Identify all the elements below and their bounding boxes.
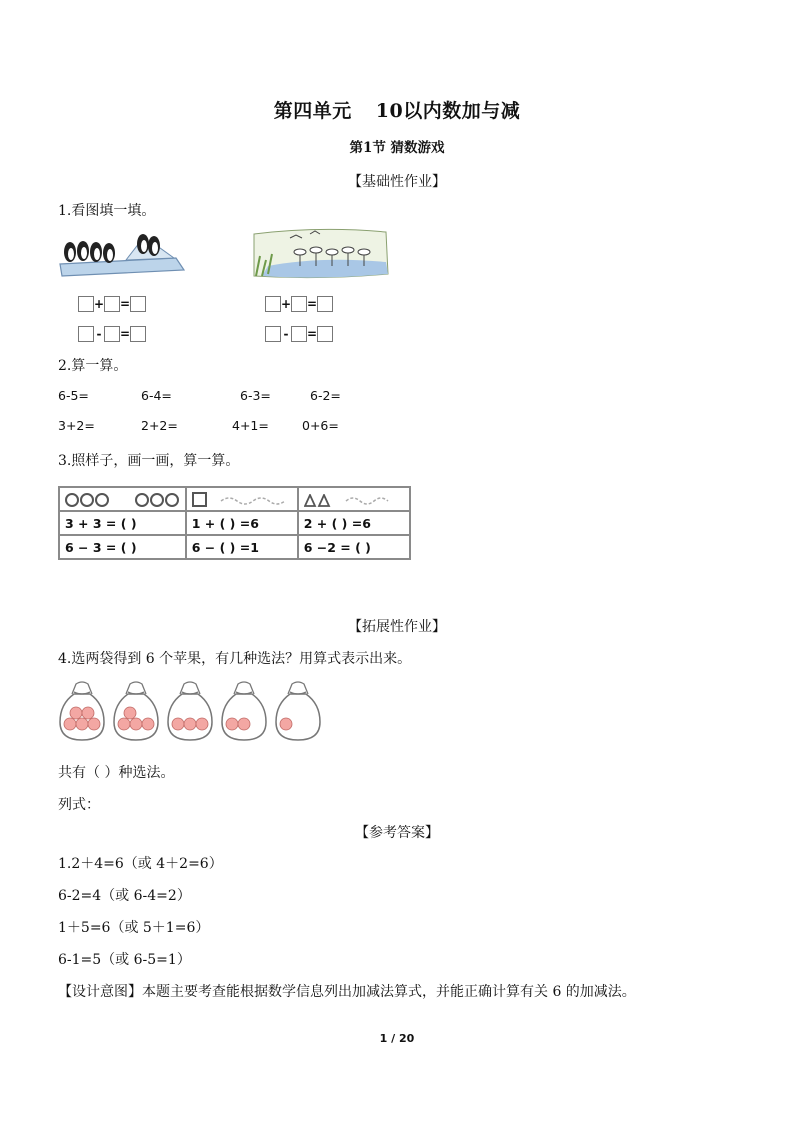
answer-box[interactable] bbox=[265, 296, 281, 312]
answer-line: 1.2＋4=6（或 4＋2=6） bbox=[58, 856, 223, 872]
apple-bag bbox=[60, 682, 104, 740]
answer-line: 6-1=5（或 6-5=1） bbox=[58, 952, 191, 968]
table-cell[interactable]: 1 + ( ) =6 bbox=[186, 511, 298, 535]
apple-icon bbox=[130, 718, 142, 730]
table-cell[interactable]: 2 + ( ) =6 bbox=[298, 511, 410, 535]
q3-prompt: 3.照样子，画一画，算一算。 bbox=[58, 453, 240, 469]
apple-icon bbox=[64, 718, 76, 730]
section-extended: 【拓展性作业】 bbox=[348, 619, 446, 635]
calc-item: 3+2= bbox=[58, 418, 95, 433]
unit-label: 第四单元 bbox=[273, 100, 352, 122]
apple-icon bbox=[238, 718, 250, 730]
apple-bag bbox=[168, 682, 212, 740]
apple-icon bbox=[76, 718, 88, 730]
calc-item: 2+2= bbox=[141, 418, 178, 433]
circle-icon bbox=[65, 493, 79, 507]
apple-icon bbox=[82, 707, 94, 719]
faded-drawing-marks bbox=[219, 495, 289, 505]
circle-icon bbox=[95, 493, 109, 507]
square-icon bbox=[192, 492, 207, 507]
answer-line: 1＋5=6（或 5＋1=6） bbox=[58, 920, 210, 936]
answer-box[interactable] bbox=[291, 326, 307, 342]
practice-table bbox=[58, 486, 411, 560]
ice-floe bbox=[60, 258, 184, 276]
apple-bag bbox=[114, 682, 158, 740]
table-cell-example-triangles bbox=[298, 487, 410, 511]
answer-box[interactable] bbox=[317, 296, 333, 312]
triangle-icon bbox=[304, 494, 332, 507]
apple-icon bbox=[88, 718, 100, 730]
answer-box[interactable] bbox=[104, 296, 120, 312]
apple-icon bbox=[184, 718, 196, 730]
calc-item: 0+6= bbox=[302, 418, 339, 433]
unit-title: 10以内数加与减 bbox=[375, 100, 521, 122]
q4-prompt: 4.选两袋得到 6 个苹果，有几种选法？用算式表示出来。 bbox=[58, 651, 412, 667]
apple-bags-picture bbox=[56, 680, 328, 744]
lesson-title: 第1节 猜数游戏 bbox=[349, 140, 445, 156]
table-row bbox=[59, 511, 410, 535]
answer-box[interactable] bbox=[265, 326, 281, 342]
q4-answer-count: 共有（ ）种选法。 bbox=[58, 765, 175, 781]
answer-box[interactable] bbox=[78, 296, 94, 312]
table-cell-example-square bbox=[186, 487, 298, 511]
table-row bbox=[59, 487, 410, 511]
faded-drawing-marks bbox=[344, 495, 400, 505]
table-cell-example-circles bbox=[59, 487, 186, 511]
answer-box[interactable] bbox=[104, 326, 120, 342]
table-cell[interactable]: 6 − ( ) =1 bbox=[186, 535, 298, 559]
apple-icon bbox=[70, 707, 82, 719]
apple-bag bbox=[276, 682, 320, 740]
calc-item: 6-4= bbox=[141, 388, 172, 403]
section-answers: 【参考答案】 bbox=[355, 825, 439, 841]
calc-item: 6-3= bbox=[240, 388, 271, 403]
q1-right-addition: + = bbox=[265, 293, 333, 312]
page-number: 1 / 20 bbox=[379, 1032, 415, 1045]
q1-left-addition: + = bbox=[78, 293, 146, 312]
penguins-picture bbox=[56, 228, 188, 278]
answer-box[interactable] bbox=[130, 326, 146, 342]
answer-line: 6-2=4（或 6-4=2） bbox=[58, 888, 191, 904]
apple-icon bbox=[118, 718, 130, 730]
circle-icon bbox=[150, 493, 164, 507]
calc-item: 6-2= bbox=[310, 388, 341, 403]
calc-item: 4+1= bbox=[232, 418, 269, 433]
apple-icon bbox=[280, 718, 292, 730]
circle-icon bbox=[165, 493, 179, 507]
circle-icon bbox=[80, 493, 94, 507]
answer-box[interactable] bbox=[130, 296, 146, 312]
apple-icon bbox=[172, 718, 184, 730]
q1-prompt: 1.看图填一填。 bbox=[58, 203, 156, 219]
page-title bbox=[0, 96, 794, 123]
table-cell[interactable]: 6 −2 = ( ) bbox=[298, 535, 410, 559]
calc-item: 6-5= bbox=[58, 388, 89, 403]
answer-box[interactable] bbox=[78, 326, 94, 342]
apple-icon bbox=[226, 718, 238, 730]
penguin-group-left bbox=[64, 241, 115, 263]
design-intent: 【设计意图】本题主要考查能根据数学信息列出加减法算式，并能正确计算有关 6 的加减法。 bbox=[58, 984, 636, 1000]
q1-left-subtraction: - = bbox=[78, 323, 146, 342]
section-basic: 【基础性作业】 bbox=[348, 174, 446, 190]
apple-icon bbox=[196, 718, 208, 730]
q4-formula-label: 列式： bbox=[58, 797, 100, 813]
apple-bag bbox=[222, 682, 266, 740]
cranes-picture bbox=[250, 226, 390, 282]
q2-prompt: 2.算一算。 bbox=[58, 358, 128, 374]
q1-right-subtraction: - = bbox=[265, 323, 333, 342]
table-cell[interactable]: 6 − 3 = ( ) bbox=[59, 535, 186, 559]
apple-icon bbox=[142, 718, 154, 730]
answer-box[interactable] bbox=[291, 296, 307, 312]
circle-icon bbox=[135, 493, 149, 507]
answer-box[interactable] bbox=[317, 326, 333, 342]
table-row bbox=[59, 535, 410, 559]
apple-icon bbox=[124, 707, 136, 719]
table-cell[interactable]: 3 + 3 = ( ) bbox=[59, 511, 186, 535]
